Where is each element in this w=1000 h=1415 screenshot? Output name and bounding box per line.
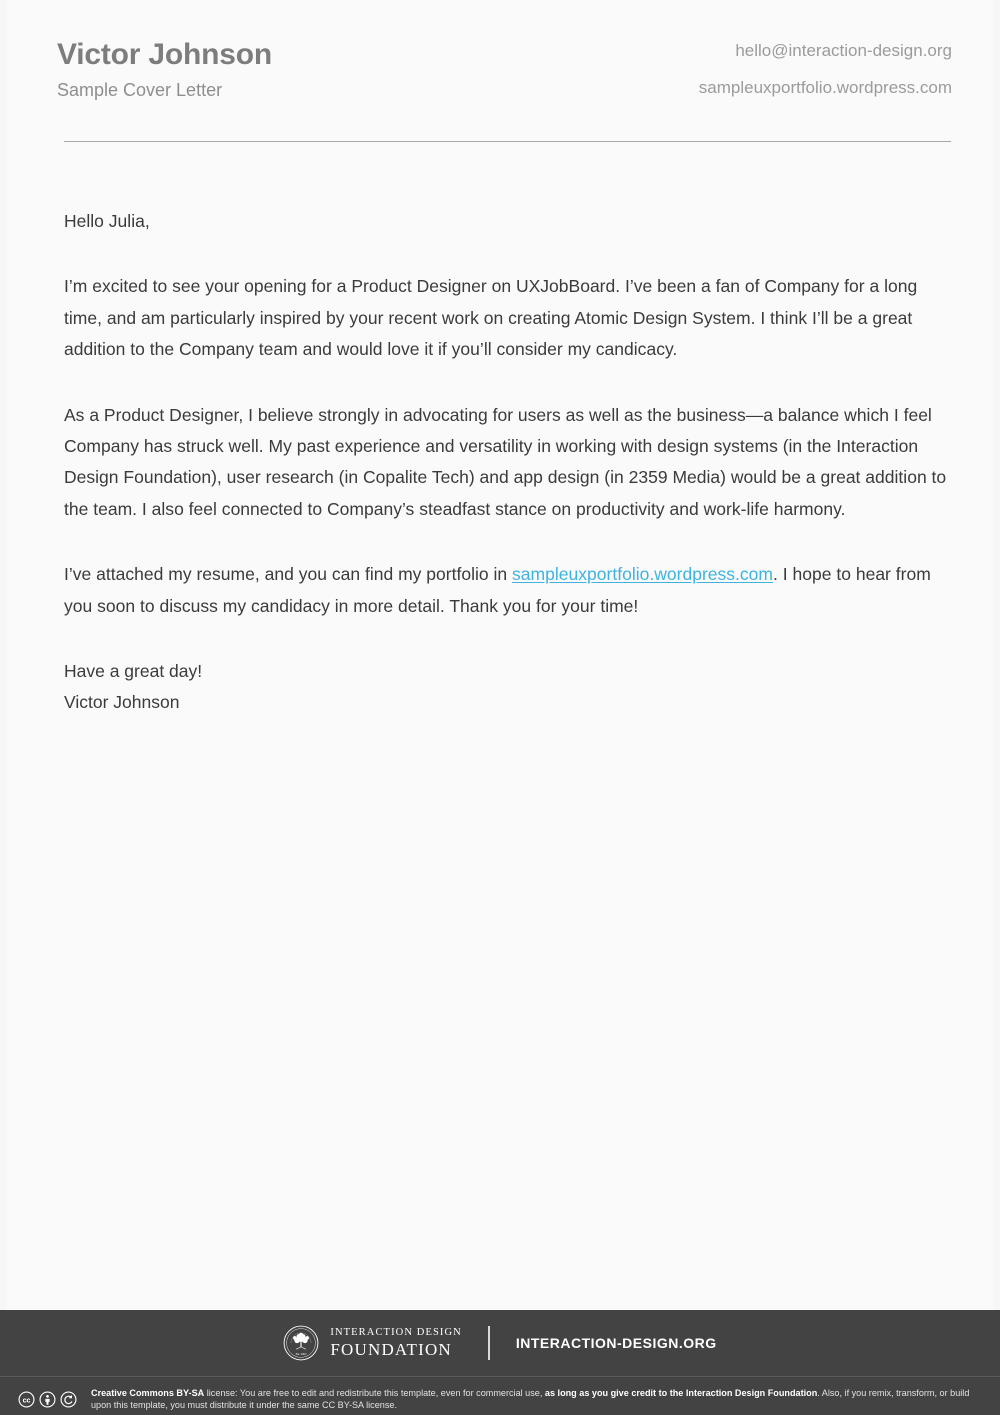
creative-commons-icon: [18, 1391, 35, 1408]
idf-seal-icon: [283, 1325, 319, 1361]
letter-body: [64, 206, 952, 719]
letter-closing-line: Have a great day!: [64, 661, 203, 682]
header-contact-block: [699, 36, 952, 96]
header-identity: [57, 36, 272, 102]
wordmark-line-top: INTERACTION DESIGN: [330, 1327, 462, 1339]
attribution-person-icon: [39, 1391, 56, 1408]
document-subtitle: Sample Cover Letter: [57, 80, 223, 100]
share-alike-icon: [60, 1391, 77, 1408]
wordmark-line-bottom: FOUNDATION: [330, 1339, 452, 1359]
license-plain-first: license: You are free to edit and redistribute this template, even for commercial use,: [204, 1387, 545, 1398]
license-bar: [0, 1377, 1000, 1415]
page-footer: [0, 1310, 1000, 1415]
letter-paragraph-2: As a Product Designer, I believe strongly in advocating for users as well as the business—a balance which I feel Company has struck well. My past experience and versatility in working with design systems (in the Interaction Design Foundation), user research (in Copalite Tech) and app design (in 2359 Media) would be a great addition to the team. I also feel connected to Company’s steadfast stance on productivity and work-life harmony.: [64, 404, 947, 519]
letter-signature: Victor Johnson: [64, 692, 180, 713]
document-sheet: [7, 0, 993, 1310]
letter-paragraph-3: [64, 559, 952, 622]
paragraph-3-text-after-link: . I hope to hear from you soon to discuss my candidacy in more detail. Thank you for your time!: [64, 564, 931, 616]
paragraph-3-text-before-link: I’ve attached my resume, and you can find my portfolio in: [64, 564, 513, 585]
contact-website[interactable]: sampleuxportfolio.wordpress.com: [698, 78, 952, 97]
idf-logo-lockup: [283, 1325, 716, 1361]
idf-wordmark: [330, 1328, 462, 1358]
footer-brand-bar: [0, 1310, 1000, 1376]
header-divider: [64, 141, 951, 142]
license-bold-second: as long as you give credit to the Interaction Design Foundation: [544, 1387, 818, 1398]
seal-established-text: Est. 2002: [295, 1351, 307, 1356]
license-plain-second: . Also, if you remix, transform, or build upon this template, you must distribute it under the same CC BY-SA license.: [91, 1387, 970, 1410]
portfolio-link[interactable]: sampleuxportfolio.wordpress.com: [512, 564, 774, 585]
footer-site-url[interactable]: INTERACTION-DESIGN.ORG: [515, 1335, 717, 1351]
document-header: [57, 36, 952, 102]
svg-text:cc: cc: [22, 1395, 31, 1404]
contact-email[interactable]: hello@interaction-design.org: [735, 41, 952, 60]
letter-paragraph-1: I’m excited to see your opening for a Product Designer on UXJobBoard. I’ve been a fan of Company for a long time, and am particularly inspired by your recent work on creating Atomic Design System. I think I’ll be a great addition to the Company team and would love it if you’ll consider my candicacy.: [64, 276, 918, 360]
license-bold-first: Creative Commons BY-SA: [91, 1387, 205, 1398]
footer-vertical-divider: [488, 1326, 490, 1360]
creative-commons-icon-group: [18, 1391, 77, 1408]
license-text: [91, 1387, 986, 1412]
page-title: Victor Johnson: [57, 38, 273, 71]
letter-salutation: Hello Julia,: [64, 211, 150, 231]
